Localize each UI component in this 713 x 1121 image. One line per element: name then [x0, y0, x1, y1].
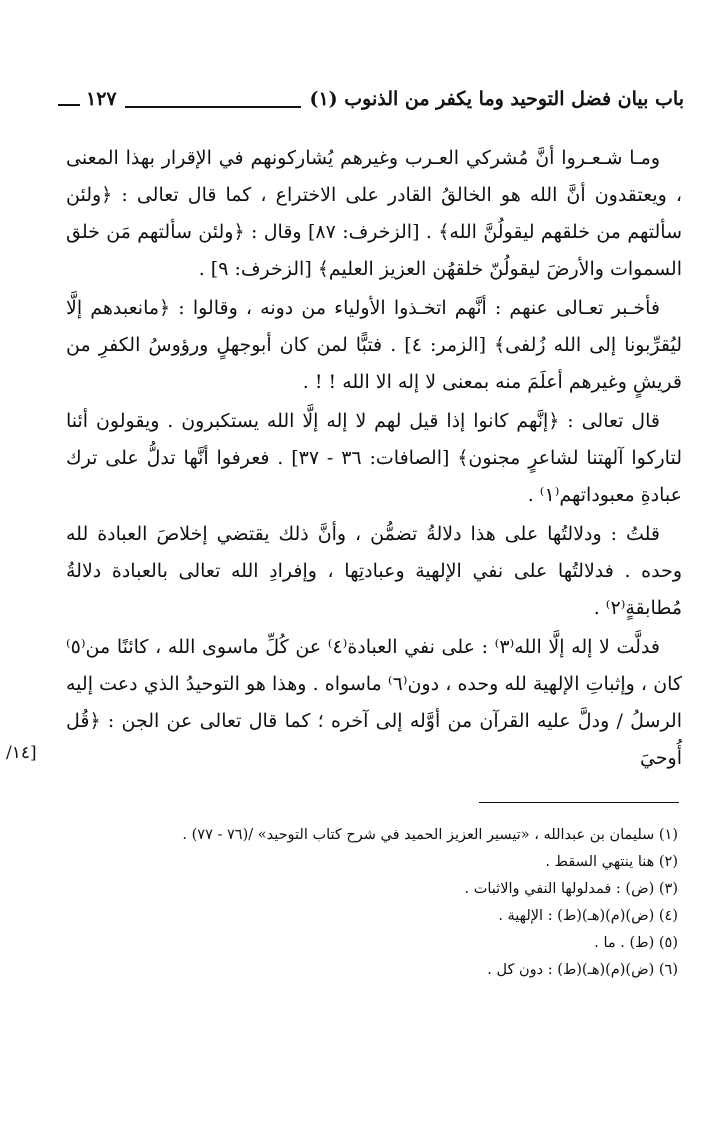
paragraph: ومـا شـعـروا أنَّ مُشركي العـرب وغيرهم يُشاركونهم في الإقرار بهذا المعنى ، ويعتقدون أنَّ الله هو الخالقُ القادر على الاختراع ، كما قال تعالى : ﴿ولئن سألتهم من خلقهم ليقولُنَّ الله﴾ . [الزخرف: ٨٧] وقال : ﴿ولئن سألتهم مَن خلق السموات والأرضَ ليقولُنّ خلقهُن العزيز العليم﴾ [الزخرف: ٩] .	[66, 147, 682, 280]
footnote: (١) سليمان بن عبدالله ، «تيسير العزيز الحميد في شرح كتاب التوحيد» /(٧٦ - ٧٧) .	[182, 827, 678, 843]
paragraph: فدلَّت لا إله إلَّا الله⁽٣⁾ : على نفي العبادة⁽٤⁾ عن كُلِّ ماسوى الله ، كائنًا من⁽٥⁾ كان ، وإثباتِ الإلهية لله وحده ، دون⁽٦⁾ ماسواه . وهذا هو التوحيدُ الذي دعت إليه الرسلُ / ودلَّ عليه القرآن من أوَّله إلى آخره ؛ كما قال تعالى عن الجن : ﴿قُل أُوحيَ	[66, 636, 682, 769]
footnote-separator	[479, 802, 679, 803]
footnote: (٤) (ض)(م)(هـ)(ط) : الإلهية .	[498, 908, 678, 924]
footnote: (٦) (ض)(م)(هـ)(ط) : دون كل .	[487, 962, 678, 978]
chapter-title: باب بيان فضل التوحيد وما يكفر من الذنوب (١)	[309, 88, 684, 110]
footnote: (٣) (ض) : فمدلولها النفي والاثبات .	[464, 881, 678, 897]
footnote: (٢) هنا ينتهي السقط .	[545, 854, 678, 870]
paragraph: فأخـبر تعـالى عنهم : أنَّهم اتخـذوا الأولياء من دونه ، وقالوا : ﴿مانعبدهم إلَّا ليُقرِّبونا إلى الله زُلفى﴾ [الزمر: ٤] . فتبًّا لمن كان أبوجهلٍ ورؤوسُ الكفرِ من قريشٍ وغيرهم أعلَمَ منه بمعنى لا إله الا الله ! ! .	[66, 297, 682, 393]
main-text	[66, 140, 682, 779]
page-number: ١٢٧	[86, 88, 117, 110]
header-dash	[58, 92, 80, 106]
footnote: (٥) (ط) . ما .	[594, 935, 678, 951]
manuscript-folio-marker: [١٤/	[6, 743, 37, 763]
footnotes	[66, 822, 678, 984]
header-rule	[125, 90, 302, 108]
paragraph: قال تعالى : ﴿إنَّهم كانوا إذا قيل لهم لا إله إلَّا الله يستكبرون . ويقولون أئنا لتاركوا آلهتنا لشاعرٍ مجنون﴾ [الصافات: ٣٦ - ٣٧] . فعرفوا أنَّها تدلُّ على ترك عبادةِ معبوداتهم⁽١⁾ .	[66, 410, 682, 506]
running-header	[58, 82, 684, 116]
paragraph: قلتُ : ودلالتُها على هذا دلالةُ تضمُّن ، وأنَّ ذلك يقتضي إخلاصَ العبادة لله وحده . فدلالتُها على نفي الإلهية وعبادتِها ، وإفرادِ الله تعالى بالعبادة دلالةُ مُطابقةٍ⁽٢⁾ .	[66, 523, 682, 619]
